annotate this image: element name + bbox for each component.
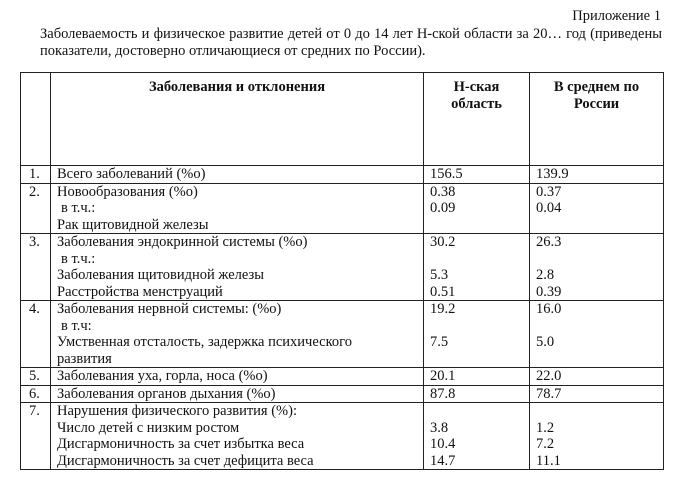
- table-row: [21, 385, 664, 403]
- russia-value-cell-line: 0.39: [536, 283, 562, 300]
- row-number: 6.: [21, 385, 51, 403]
- table-body: [21, 166, 664, 470]
- appendix-label: Приложение 1: [572, 8, 661, 24]
- russia-value-cell-line: 2.8: [536, 267, 555, 283]
- indicator-cell-line: Число детей с низким ростом: [57, 419, 240, 436]
- indicator-cell-line: в т.ч.:: [61, 250, 96, 267]
- region-value-cell-line: 14.7: [430, 452, 456, 469]
- indicator-cell-line: Дисгармоничность за счет избытка веса: [57, 436, 305, 452]
- russia-value-cell-line: 7.2: [536, 436, 555, 452]
- russia-value-cell-line: 139.9: [536, 166, 569, 182]
- region-value-cell-line: 156.5: [430, 166, 463, 182]
- russia-value-cell-line: 16.0: [536, 301, 562, 317]
- region-value-cell: [424, 301, 530, 368]
- region-value-cell: [424, 403, 530, 470]
- russia-value-cell: [530, 234, 664, 301]
- indicator-cell-line: Рак щитовидной железы: [57, 216, 209, 233]
- region-value-cell-line: 0.38: [430, 183, 456, 200]
- indicator-cell-line: Новообразования (%o): [57, 183, 198, 200]
- region-value-cell-line: 20.1: [430, 368, 456, 384]
- indicator-cell-line: Заболевания органов дыхания (%o): [57, 385, 276, 402]
- russia-value-cell-line: [536, 403, 663, 420]
- indicator-cell-line: в т.ч.:: [61, 200, 96, 216]
- region-value-cell-line: 30.2: [430, 234, 456, 250]
- russia-value-cell-line: 0.04: [536, 200, 562, 216]
- region-value-cell: [424, 368, 530, 386]
- indicator-cell-line: Заболевания эндокринной системы (%o): [57, 234, 308, 250]
- indicator-cell-line: Заболевания щитовидной железы: [57, 267, 264, 283]
- header-name: Заболевания и отклонения: [51, 73, 424, 166]
- indicator-cell: [51, 368, 424, 386]
- indicator-cell: [51, 301, 424, 368]
- table-row: [21, 301, 664, 368]
- russia-value-cell-line: 22.0: [536, 368, 562, 384]
- row-number: 7.: [21, 403, 51, 470]
- row-number: 4.: [21, 301, 51, 368]
- region-value-cell: [424, 385, 530, 403]
- region-value-cell-line: 3.8: [430, 419, 449, 436]
- russia-value-cell-line: 5.0: [536, 334, 555, 350]
- region-value-cell-line: 0.51: [430, 283, 456, 300]
- russia-value-cell-line: 11.1: [536, 452, 561, 469]
- russia-value-cell: [530, 301, 664, 368]
- region-value-cell-line: [430, 318, 529, 335]
- table-row: [21, 234, 664, 301]
- russia-value-cell-line: 0.37: [536, 183, 562, 200]
- region-value-cell-line: 19.2: [430, 301, 456, 317]
- russia-value-cell: [530, 385, 664, 403]
- indicator-cell-line: Заболевания уха, горла, носа (%o): [57, 368, 268, 384]
- russia-value-cell-line: 26.3: [536, 234, 562, 250]
- russia-value-cell-line: [536, 318, 663, 335]
- row-number: 5.: [21, 368, 51, 386]
- region-value-cell-line: 10.4: [430, 436, 456, 452]
- table-row: [21, 183, 664, 234]
- indicator-cell-line: Дисгармоничность за счет дефицита веса: [57, 452, 314, 469]
- region-value-cell-line: 7.5: [430, 334, 449, 350]
- table-header-row: [21, 73, 664, 166]
- indicator-cell: [51, 234, 424, 301]
- indicator-cell-line: развития: [57, 350, 112, 367]
- row-number: 3.: [21, 234, 51, 301]
- indicator-cell-line: Заболевания нервной системы: (%o): [57, 301, 282, 317]
- indicator-cell-line: Умственная отсталость, задержка психического: [57, 334, 352, 350]
- indicator-cell-line: Всего заболеваний (%o): [57, 166, 206, 182]
- region-value-cell-line: [430, 251, 529, 268]
- region-value-cell: [424, 166, 530, 184]
- table-row: [21, 166, 664, 184]
- region-value-cell-line: 0.09: [430, 200, 456, 216]
- russia-value-cell: [530, 403, 664, 470]
- indicator-cell-line: Расстройства менструаций: [57, 283, 223, 300]
- indicator-cell: [51, 183, 424, 234]
- region-value-cell: [424, 183, 530, 234]
- indicator-cell: [51, 403, 424, 470]
- morbidity-table: [20, 72, 664, 470]
- russia-value-cell: [530, 183, 664, 234]
- table-row: [21, 403, 664, 470]
- russia-value-cell: [530, 368, 664, 386]
- indicator-cell-line: в т.ч:: [61, 317, 92, 334]
- region-value-cell-line: 5.3: [430, 267, 449, 283]
- russia-value-cell: [530, 166, 664, 184]
- row-number: 2.: [21, 183, 51, 234]
- header-num: [21, 73, 51, 166]
- row-number: 1.: [21, 166, 51, 184]
- header-region: Н-ская область: [424, 73, 530, 166]
- indicator-cell: [51, 166, 424, 184]
- russia-value-cell-line: 1.2: [536, 419, 555, 436]
- indicator-cell: [51, 385, 424, 403]
- table-caption: Заболеваемость и физическое развитие детей от 0 до 14 лет Н-ской области за 20… год (приведены показатели, достоверно отличающиеся от средних по России).: [40, 26, 662, 59]
- region-value-cell-line: [430, 403, 529, 420]
- region-value-cell-line: 87.8: [430, 385, 456, 402]
- header-russia: В среднем по России: [530, 73, 664, 166]
- table-row: [21, 368, 664, 386]
- russia-value-cell-line: [536, 251, 663, 268]
- region-value-cell: [424, 234, 530, 301]
- russia-value-cell-line: 78.7: [536, 385, 562, 402]
- indicator-cell-line: Нарушения физического развития (%):: [57, 403, 297, 419]
